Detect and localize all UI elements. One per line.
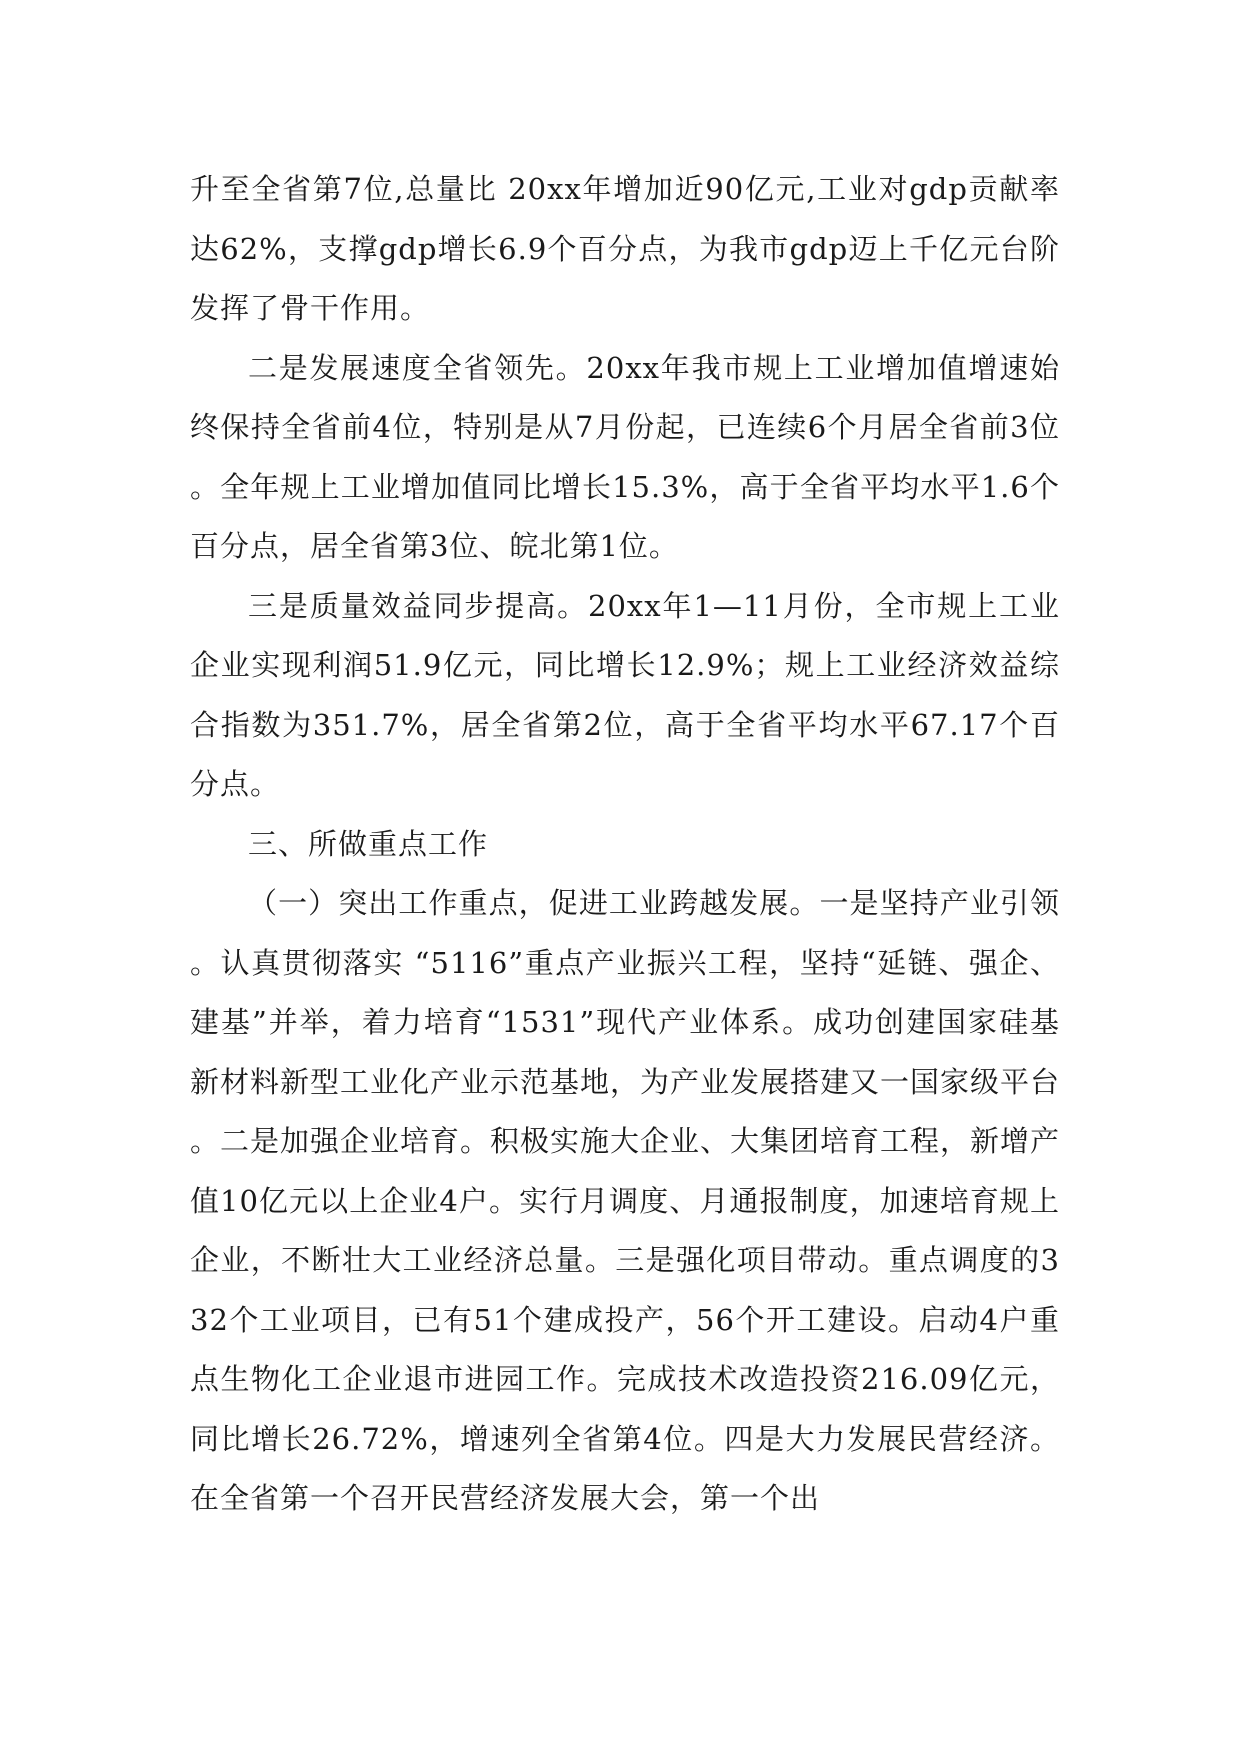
paragraph-development-speed: 二是发展速度全省领先。20xx年我市规上工业增加值增速始终保持全省前4位，特别是从7月份起，已连续6个月居全省前3位。全年规上工业增加值同比增长15.3%，高于全省平均水平1.6个百分点，居全省第3位、皖北第1位。 [190, 350, 1060, 563]
document-body [190, 160, 1060, 1529]
paragraph-continued: 升至全省第7位,总量比 20xx年增加近90亿元,工业对gdp贡献率达62%，支撑gdp增长6.9个百分点，为我市gdp迈上千亿元台阶发挥了骨干作用。 [190, 172, 1060, 325]
section-heading-key-work: 三、所做重点工作 [248, 826, 489, 861]
paragraph-quality-efficiency: 三是质量效益同步提高。20xx年1—11月份，全市规上工业企业实现利润51.9亿元，同比增长12.9%；规上工业经济效益综合指数为351.7%，居全省第2位，高于全省平均水平67.17个百分点。 [190, 588, 1060, 801]
paragraph-key-work-one: （一）突出工作重点，促进工业跨越发展。一是坚持产业引领。认真贯彻落实 “5116”重点产业振兴工程，坚持“延链、强企、建基”并举，着力培育“1531”现代产业体系。成功创建国家硅基新材料新型工业化产业示范基地，为产业发展搭建又一国家级平台。二是加强企业培育。积极实施大企业、大集团培育工程，新增产值10亿元以上企业4户。实行月调度、月通报制度，加速培育规上企业，不断壮大工业经济总量。三是强化项目带动。重点调度的332个工业项目，已有51个建成投产，56个开工建设。启动4户重点生物化工企业退市进园工作。完成技术改造投资216.09亿元，同比增长26.72%，增速列全省第4位。四是大力发展民营经济。在全省第一个召开民营经济发展大会，第一个出 [190, 886, 1061, 1515]
